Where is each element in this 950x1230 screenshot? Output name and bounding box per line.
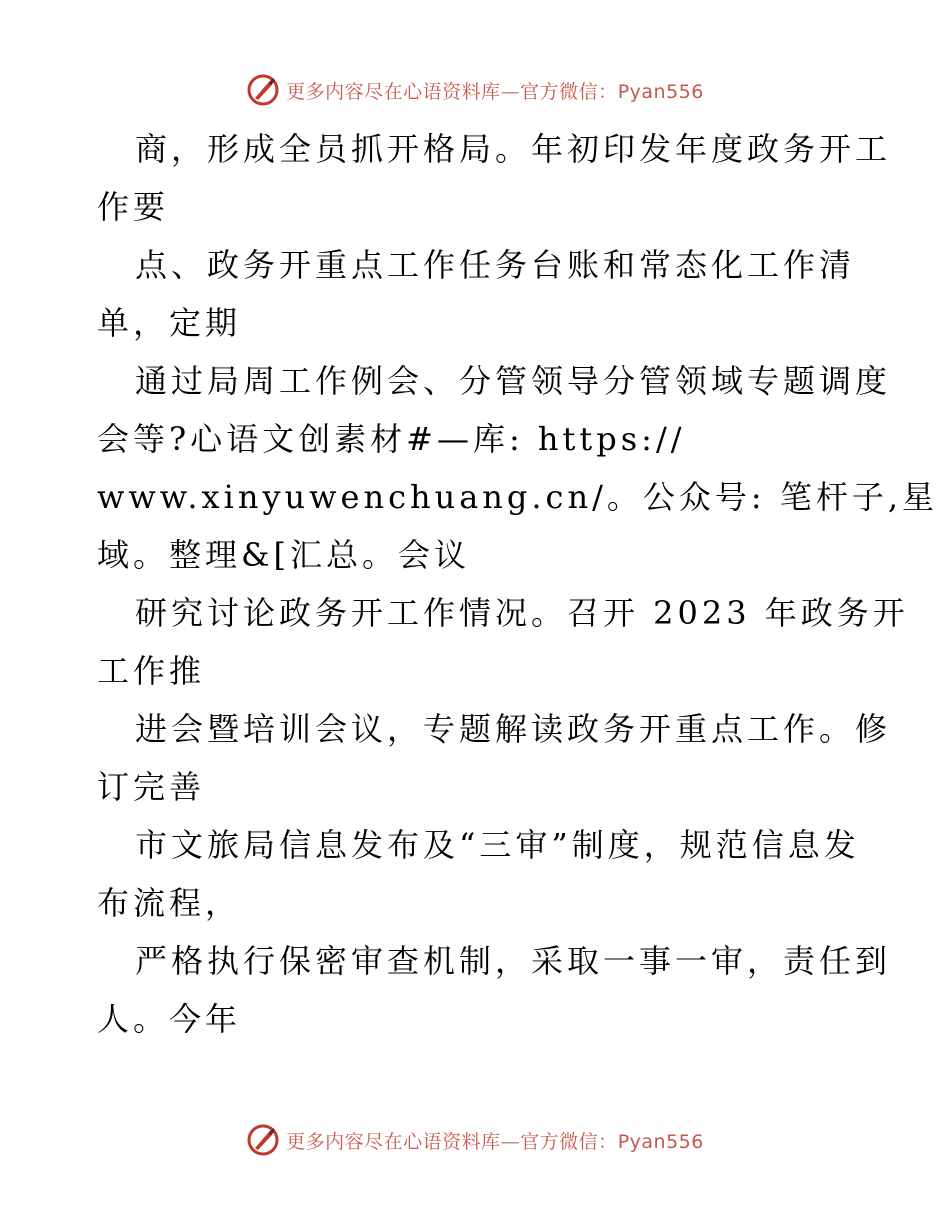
text-line: 会等?心语文创素材#—库: https:// xyxy=(97,420,686,458)
banner-official-label: 官方微信： xyxy=(520,1130,618,1153)
text-line: 作要 xyxy=(97,188,170,226)
text-line: 单，定期 xyxy=(97,304,242,342)
banner-text xyxy=(286,77,704,104)
banner-official-label: 官方微信： xyxy=(520,80,618,103)
text-line: 布流程， xyxy=(97,884,242,922)
banner-separator: — xyxy=(500,80,521,103)
text-line: 工作推 xyxy=(97,652,206,690)
text-line: 通过局周工作例会、分管领导分管领域专题调度 xyxy=(135,362,892,400)
text-line: 点、政务开重点工作任务台账和常态化工作清 xyxy=(135,246,856,284)
banner-wechat-id: Pyan556 xyxy=(617,80,704,103)
banner-main-text: 更多内容尽在心语资料库 xyxy=(286,1130,501,1153)
text-line: 订完善 xyxy=(97,768,206,806)
text-line: www.xinyuwenchuang.cn/。公众号: 笔杆子,星 xyxy=(97,478,938,516)
text-line: 研究讨论政务开工作情况。召开 2023 年政务开 xyxy=(135,594,909,632)
text-line: 进会暨培训会议，专题解读政务开重点工作。修 xyxy=(135,710,892,748)
banner-separator: — xyxy=(500,1130,521,1153)
header-banner xyxy=(0,70,950,110)
brush-pen-logo-icon xyxy=(246,73,280,107)
text-line: 市文旅局信息发布及“三审”制度，规范信息发 xyxy=(135,826,860,864)
text-line: 人。今年 xyxy=(97,1000,242,1038)
banner-text xyxy=(286,1127,704,1154)
document-body xyxy=(97,120,938,1048)
text-line: 域。整理&[汇总。会议 xyxy=(97,536,470,574)
footer-banner xyxy=(0,1120,950,1160)
text-line: 严格执行保密审查机制，采取一事一审，责任到 xyxy=(135,942,892,980)
banner-main-text: 更多内容尽在心语资料库 xyxy=(286,80,501,103)
banner-wechat-id: Pyan556 xyxy=(617,1130,704,1153)
footer-banner-inner xyxy=(246,1123,704,1157)
text-line: 商，形成全员抓开格局。年初印发年度政务开工 xyxy=(135,130,892,168)
brush-pen-logo-icon xyxy=(246,1123,280,1157)
header-banner-inner xyxy=(246,73,704,107)
